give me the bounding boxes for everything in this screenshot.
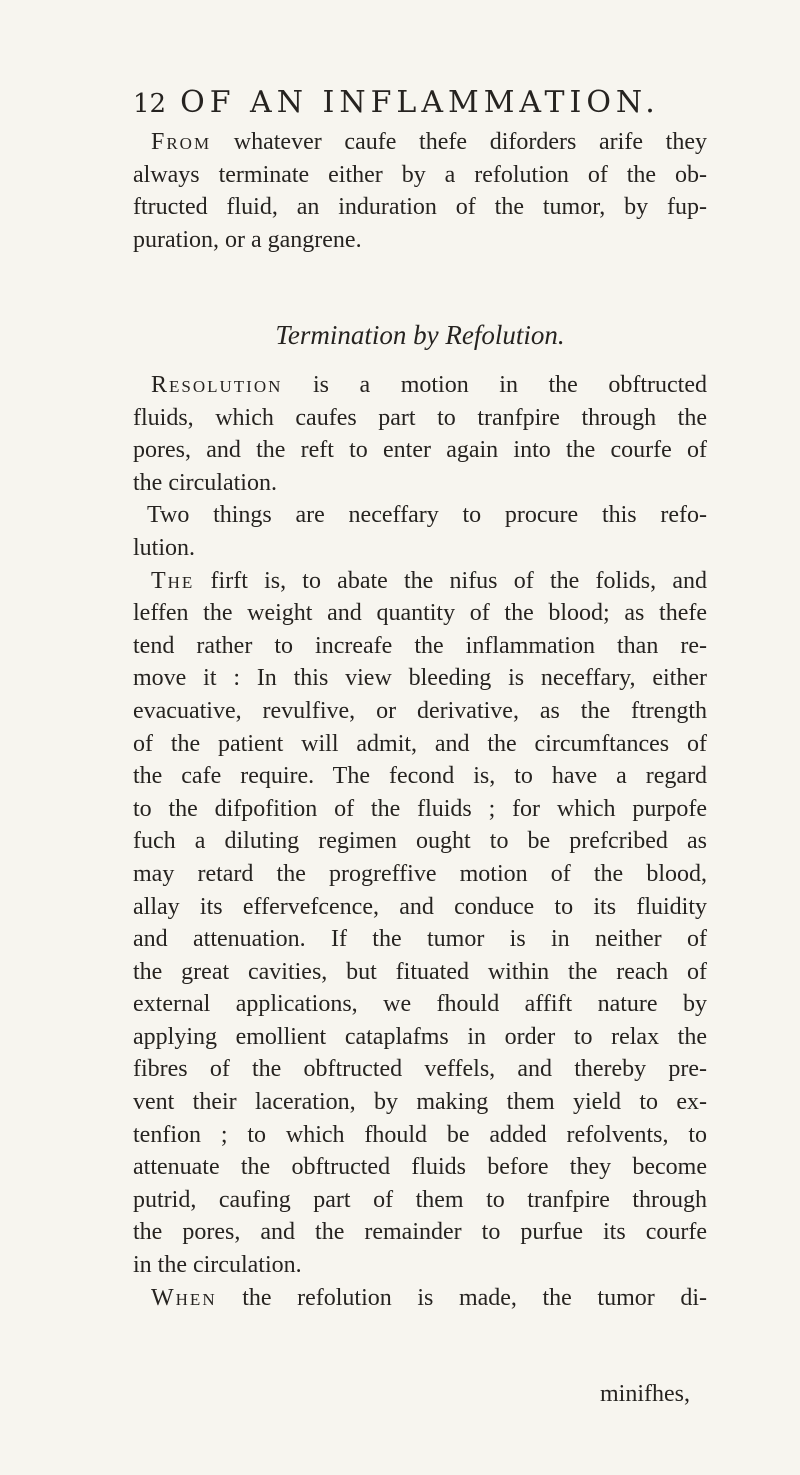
catchword: minifhes, [600,1381,690,1407]
text-line: the great cavities, but fituated within the reach of [133,958,707,985]
text-line: the cafe require. The fecond is, to have a regard [133,763,707,790]
text-line: the pores, and the remainder to purfue its courfe [133,1219,707,1246]
text-line: The firft is, to abate the nifus of the folids, and [151,567,707,594]
text-line: move it : In this view bleeding is neceffary, either [133,665,707,692]
text-line: putrid, caufing part of them to tranfpire through [133,1186,707,1213]
text-line: may retard the progreffive motion of the blood, [133,860,707,887]
text-line: and attenuation. If the tumor is in neither of [133,926,707,953]
drop-lead-word: From [151,129,212,155]
text-line: tend rather to increafe the inflammation than re- [133,632,707,659]
page-number: 12 [133,89,167,119]
text-line: external applications, we fhould affift nature by [133,991,707,1018]
lead-word: The [151,567,195,594]
text-line: attenuate the obftructed fluids before they become [133,1154,707,1181]
text-line: fuch a diluting regimen ought to be prefcribed as [133,828,707,855]
lead-word: When [151,1284,217,1311]
text-line: evacuative, revulfive, or derivative, as the ftrength [133,697,707,724]
body-text [133,369,707,1314]
intro-paragraph [133,126,707,256]
text-line: fluids, which caufes part to tranfpire through the [133,404,707,431]
text-line: tenfion ; to which fhould be added refolvents, to [133,1121,707,1148]
text-line: always terminate either by a refolution of the ob- [133,161,707,188]
text-line: Two things are neceffary to procure this refo- [147,502,707,529]
text-line: allay its effervefcence, and conduce to its fluidity [133,893,707,920]
text-line: pores, and the reft to enter again into the courfe of [133,437,707,464]
text-line: to the difpofition of the fluids ; for which purpofe [133,795,707,822]
text-line: puration, or a gangrene. [133,226,362,253]
text-line: in the circulation. [133,1252,302,1279]
text-line: lution. [133,534,196,561]
text-line: fibres of the obftructed veffels, and thereby pre- [133,1056,707,1083]
text-line: applying emollient cataplafms in order to relax the [133,1023,707,1050]
lead-word: Resolution [151,372,283,398]
text-line: Resolution is a motion in the obftructed [151,372,708,398]
text-line: vent their laceration, by making them yield to ex- [133,1089,707,1116]
running-title: OF AN INFLAMMATION. [180,85,660,120]
text-line: When the refolution is made, the tumor di- [151,1284,707,1311]
text-line: From whatever caufe thefe diforders arife they [151,129,707,155]
text-line: leffen the weight and quantity of the blood; as thefe [133,600,707,627]
text-line: of the patient will admit, and the circumftances of [133,730,707,757]
text-line: the circulation. [133,469,277,496]
text-line: ftructed fluid, an induration of the tumor, by fup- [133,194,707,221]
section-heading: Termination by Refolution. [275,320,565,350]
running-header [133,86,733,121]
